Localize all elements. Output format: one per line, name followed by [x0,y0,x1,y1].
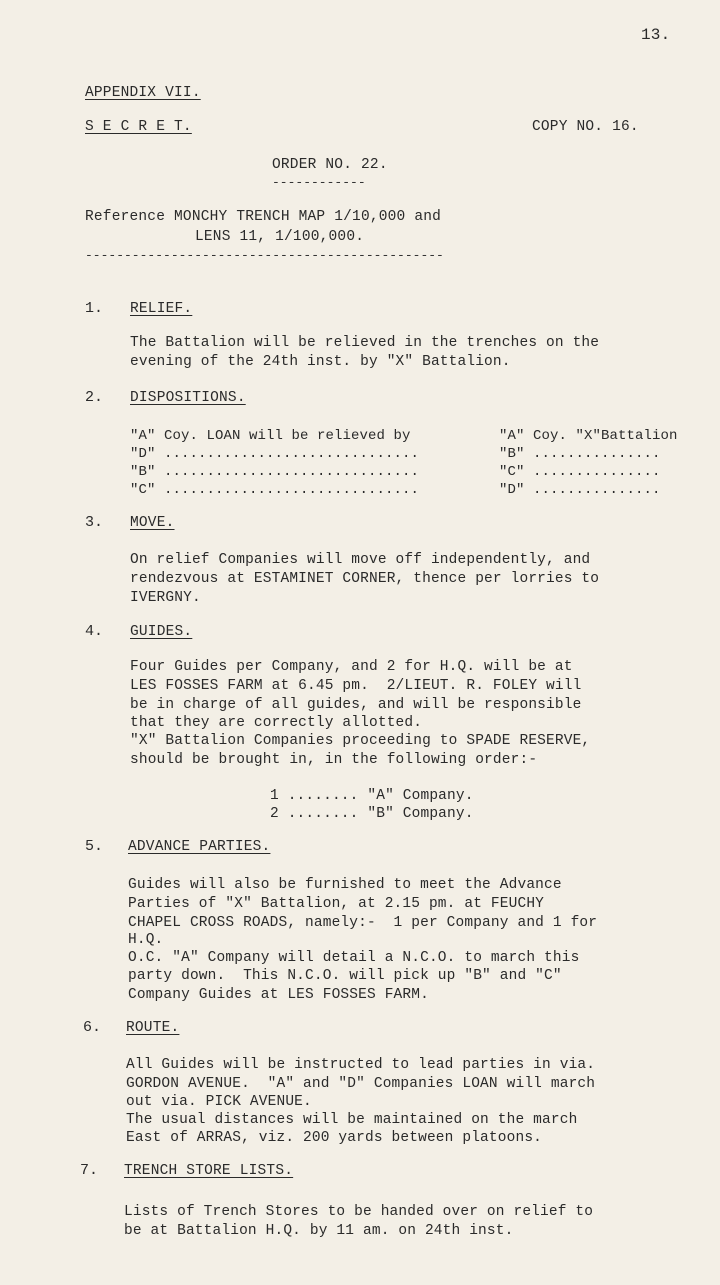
section-text-line: All Guides will be instructed to lead parties in via. [126,1057,596,1073]
section-text-line: Lists of Trench Stores to be handed over on relief to [124,1204,594,1220]
section-text-line: LES FOSSES FARM at 6.45 pm. 2/LIEUT. R. FOLEY will [130,678,582,694]
section-text-line: On relief Companies will move off independently, and [130,552,591,568]
section-title: GUIDES. [130,624,193,640]
section-text-line: Company Guides at LES FOSSES FARM. [128,987,429,1003]
section-text-line: party down. This N.C.O. will pick up "B" and "C" [128,968,562,984]
disposition-right: "C" ............... [499,464,661,480]
section-text-line: GORDON AVENUE. "A" and "D" Companies LOAN will march [126,1076,596,1092]
section-text-line: that they are correctly allotted. [130,715,423,731]
order-list-line: 2 ........ "B" Company. [270,806,474,822]
appendix-heading: APPENDIX VII. [85,85,201,101]
secret-heading: S E C R E T. [85,119,192,135]
disposition-left: "A" Coy. LOAN will be relieved by [130,428,411,444]
section-text-line: rendezvous at ESTAMINET CORNER, thence per lorries to [130,571,600,587]
section-title: ADVANCE PARTIES. [128,839,271,855]
order-rule: ------------ [272,175,366,190]
disposition-right: "D" ............... [499,482,661,498]
disposition-left: "B" .............................. [130,464,420,480]
section-number: 1. [85,300,104,317]
section-title: RELIEF. [130,301,193,317]
section-number: 2. [85,389,104,406]
section-title: TRENCH STORE LISTS. [124,1163,294,1179]
section-text-line: H.Q. [128,932,164,948]
section-text-line: out via. PICK AVENUE. [126,1094,312,1110]
section-number: 4. [85,623,104,640]
section-text-line: East of ARRAS, viz. 200 yards between platoons. [126,1130,543,1146]
section-text-line: The Battalion will be relieved in the trenches on the [130,335,600,351]
disposition-right: "A" Coy. "X"Battalion [499,428,678,444]
section-text-line: Parties of "X" Battalion, at 2.15 pm. at FEUCHY [128,896,545,912]
section-number: 5. [85,838,104,855]
reference-line-2: LENS 11, 1/100,000. [195,229,365,245]
section-text-line: evening of the 24th inst. by "X" Battalion. [130,354,511,370]
section-number: 6. [83,1019,102,1036]
order-number: ORDER NO. 22. [272,157,388,173]
copy-number: COPY NO. 16. [532,119,639,135]
section-title: DISPOSITIONS. [130,390,246,406]
section-text-line: IVERGNY. [130,590,201,606]
page-number: 13. [641,26,671,44]
order-list-line: 1 ........ "A" Company. [270,788,474,804]
section-number: 7. [80,1162,99,1179]
section-number: 3. [85,514,104,531]
section-text-line: Guides will also be furnished to meet the Advance [128,877,562,893]
section-text-line: "X" Battalion Companies proceeding to SPADE RESERVE, [130,733,591,749]
disposition-right: "B" ............... [499,446,661,462]
reference-line-1: Reference MONCHY TRENCH MAP 1/10,000 and [85,209,442,225]
disposition-left: "C" .............................. [130,482,420,498]
section-text-line: The usual distances will be maintained on the march [126,1112,578,1128]
section-text-line: should be brought in, in the following order:- [130,752,538,768]
disposition-left: "D" .............................. [130,446,420,462]
section-text-line: Four Guides per Company, and 2 for H.Q. will be at [130,659,573,675]
section-title: MOVE. [130,515,175,531]
section-text-line: be at Battalion H.Q. by 11 am. on 24th inst. [124,1223,514,1239]
section-text-line: be in charge of all guides, and will be responsible [130,697,582,713]
section-text-line: O.C. "A" Company will detail a N.C.O. to march this [128,950,580,966]
section-title: ROUTE. [126,1020,180,1036]
reference-rule: ---------------------------------------------- [85,248,444,263]
section-text-line: CHAPEL CROSS ROADS, namely:- 1 per Company and 1 for [128,915,598,931]
